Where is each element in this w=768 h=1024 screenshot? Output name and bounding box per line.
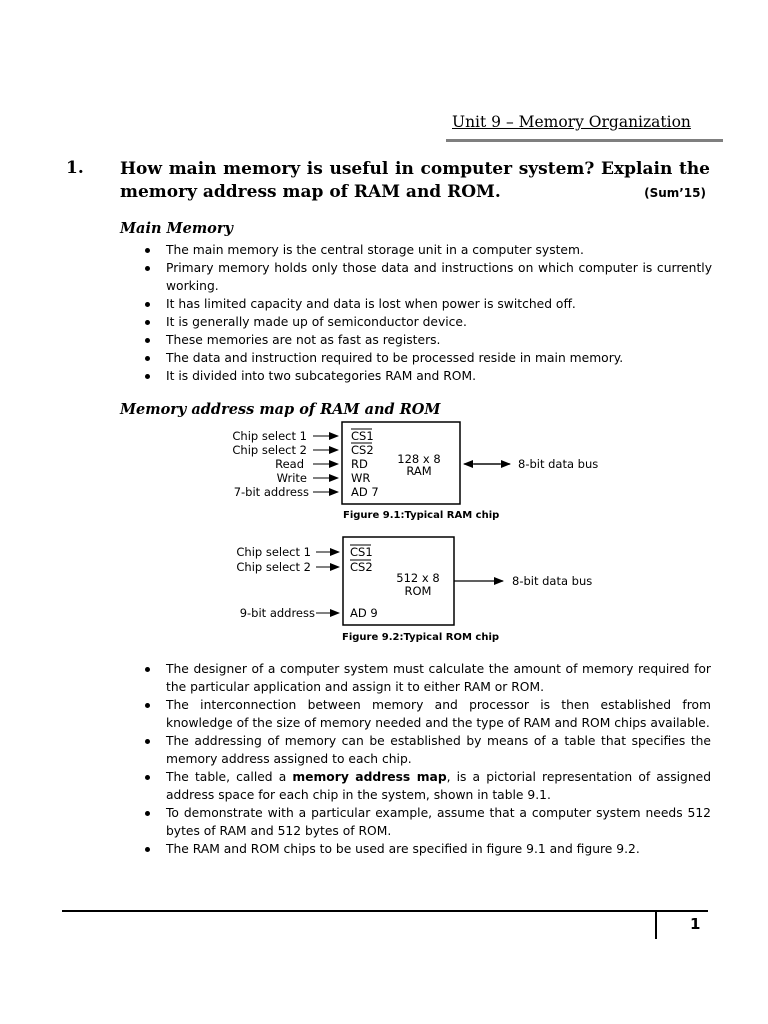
bullet-dot (145, 739, 150, 744)
bullet-dot (145, 703, 150, 708)
list-item: The interconnection between memory and processor is then established from knowledge of the size of memory needed and the type of RAM and ROM chips available. (145, 696, 711, 732)
rom-pin-label: AD 9 (350, 606, 378, 620)
ram-pin-label: WR (351, 471, 371, 485)
ram-chip-type: RAM (406, 464, 432, 478)
list-item: Primary memory holds only those data and instructions on which computer is currently working. (145, 259, 712, 295)
rom-input-label: Chip select 1 (236, 545, 311, 559)
ram-pin-label: RD (351, 457, 368, 471)
footer-rule (62, 910, 708, 912)
bullet-dot (145, 847, 150, 852)
bullet-dot (145, 811, 150, 816)
footer-divider (655, 910, 657, 939)
list-item: The RAM and ROM chips to be used are specified in figure 9.1 and figure 9.2. (145, 840, 711, 858)
question-line-1: How main memory is useful in computer system? Explain the (120, 159, 710, 179)
ram-input-label: Chip select 1 (232, 429, 307, 443)
list-item: These memories are not as fast as registers. (145, 331, 712, 349)
ram-chip-size: 128 x 8 (397, 452, 441, 466)
address-map-heading: Memory address map of RAM and ROM (120, 401, 441, 418)
ram-pin-label: AD 7 (351, 485, 379, 499)
ram-input-label: 7-bit address (233, 485, 309, 499)
ram-pin-label: CS1 (351, 429, 374, 443)
address-map-list (145, 660, 711, 858)
page-number: 1 (690, 915, 701, 933)
question-number: 1. (66, 158, 84, 178)
unit-title: Unit 9 – Memory Organization (452, 113, 691, 131)
list-item: It is generally made up of semiconductor device. (145, 313, 712, 331)
list-item: The data and instruction required to be processed reside in main memory. (145, 349, 712, 367)
list-item: The main memory is the central storage unit in a computer system. (145, 241, 712, 259)
memory-address-map-term: memory address map (292, 770, 447, 784)
main-memory-heading: Main Memory (120, 220, 233, 237)
list-item: To demonstrate with a particular example, assume that a computer system needs 512 bytes of RAM and 512 bytes of ROM. (145, 804, 711, 840)
bullet-dot (145, 775, 150, 780)
list-item: The addressing of memory can be established by means of a table that specifies the memory address assigned to each chip. (145, 732, 711, 768)
rom-chip-size: 512 x 8 (396, 571, 440, 585)
ram-input-label: Chip select 2 (232, 443, 307, 457)
ram-figure (232, 422, 598, 521)
ram-figure-caption: Figure 9.1:Typical RAM chip (343, 510, 500, 521)
list-item: The table, called a memory address map, is a pictorial representation of assigned address space for each chip in the system, shown in table 9.1. (145, 768, 711, 804)
rom-figure (236, 537, 592, 643)
rom-chip-type: ROM (404, 584, 432, 598)
ram-pin-label: CS2 (351, 443, 374, 457)
question-tag: (Sum’15) (644, 186, 706, 200)
ram-input-label: Read (275, 457, 304, 471)
rom-figure-caption: Figure 9.2:Typical ROM chip (342, 632, 500, 643)
list-item: The designer of a computer system must calculate the amount of memory required for the particular application and assign it to either RAM or ROM. (145, 660, 711, 696)
list-item: It has limited capacity and data is lost when power is switched off. (145, 295, 712, 313)
list-item: It is divided into two subcategories RAM and ROM. (145, 367, 712, 385)
rom-pin-label: CS1 (350, 545, 373, 559)
bullet-dot (145, 667, 150, 672)
ram-bus-label: 8-bit data bus (518, 457, 599, 471)
ram-input-label: Write (276, 471, 307, 485)
rom-pin-label: CS2 (350, 560, 373, 574)
rom-input-label: Chip select 2 (236, 560, 311, 574)
rom-input-label: 9-bit address (239, 606, 315, 620)
question-line-2-text: memory address map of RAM and ROM. (120, 182, 501, 202)
rom-bus-label: 8-bit data bus (512, 574, 593, 588)
